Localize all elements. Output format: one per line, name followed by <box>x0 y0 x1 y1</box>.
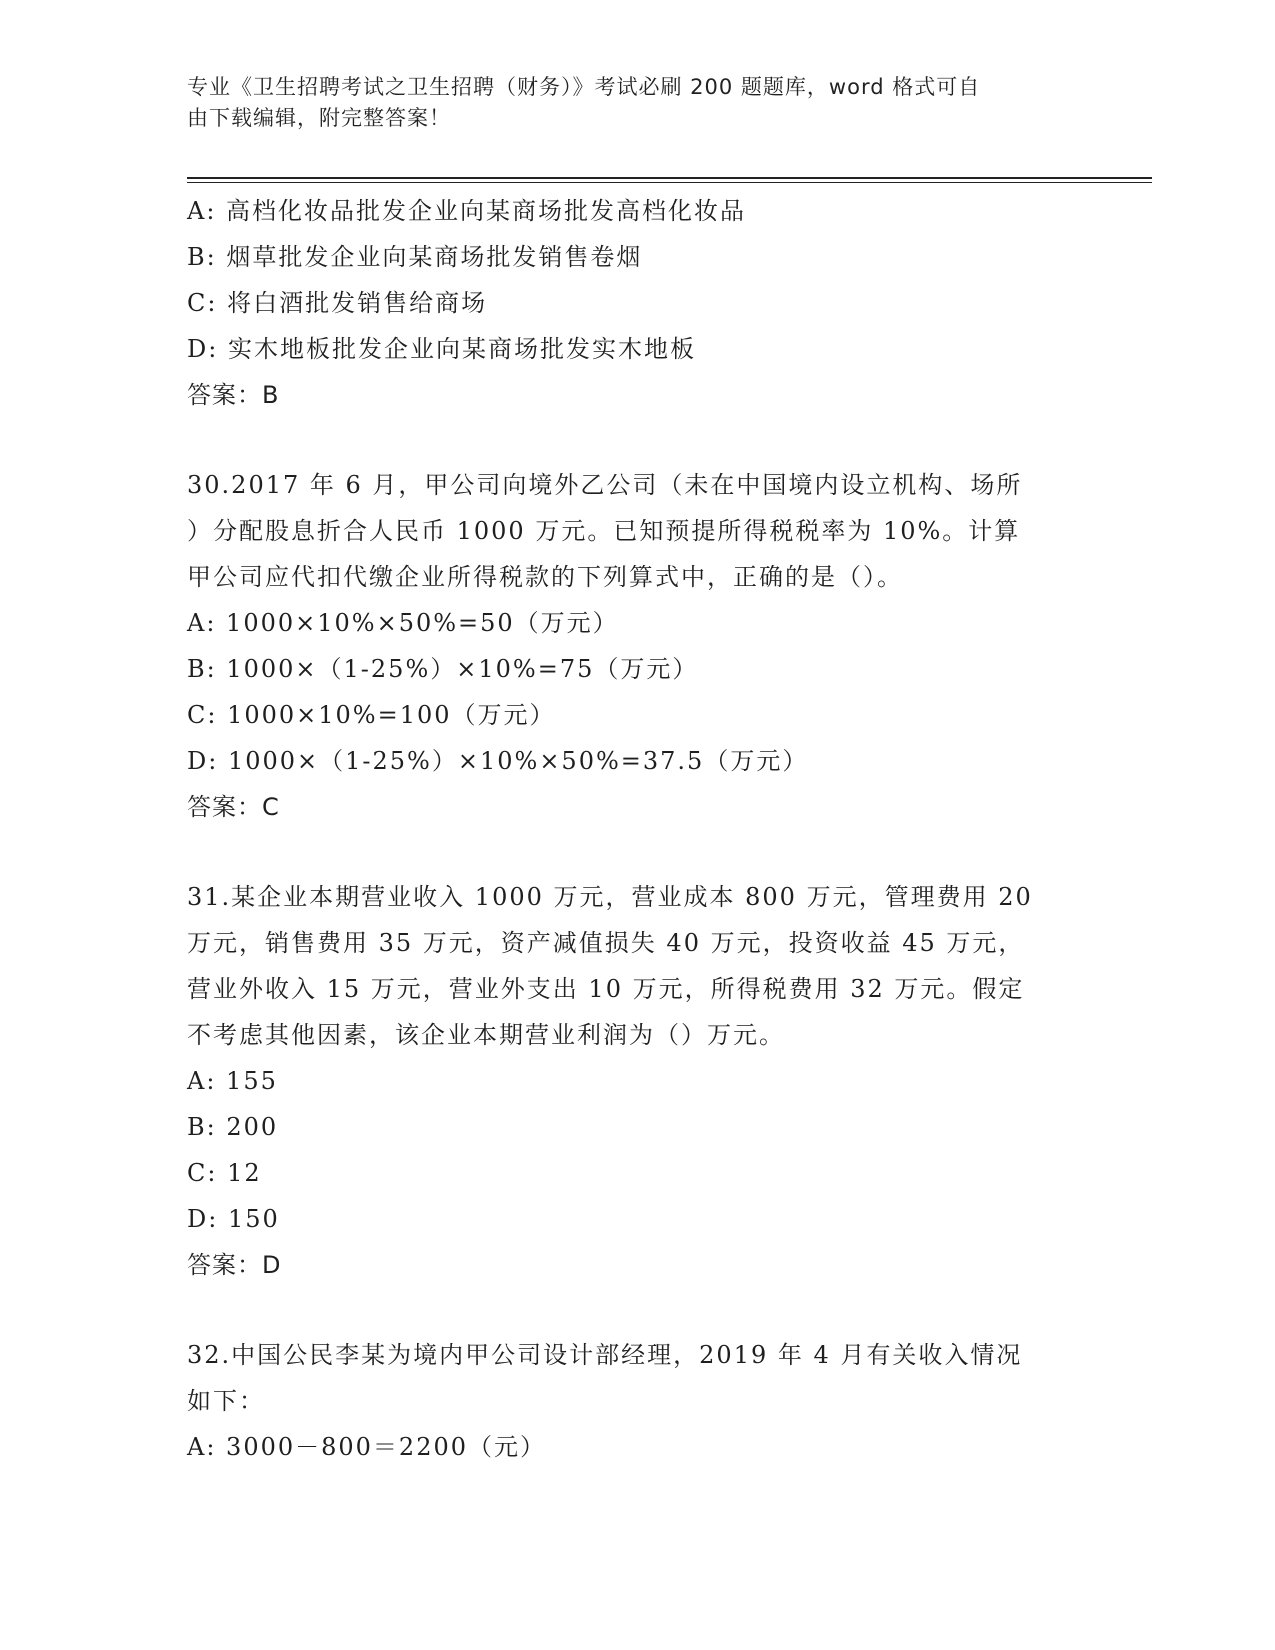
question-text-line: 31.某企业本期营业收入 1000 万元，营业成本 800 万元，管理费用 20 <box>187 883 1033 911</box>
option-c: C: 12 <box>187 1159 262 1187</box>
header-line-1: 专业《卫生招聘考试之卫生招聘（财务）》考试必刷 200 题题库，word 格式可自 <box>187 75 981 99</box>
spacer <box>187 418 1087 462</box>
option-b: B: 200 <box>187 1113 279 1141</box>
question-30 <box>187 462 1087 830</box>
question-list <box>187 188 1087 1470</box>
option-d: D: 实木地板批发企业向某商场批发实木地板 <box>187 335 696 363</box>
answer-line: 答案：D <box>187 1251 282 1279</box>
option-c: C: 1000×10%=100（万元） <box>187 701 556 729</box>
header-line-2: 由下载编辑，附完整答案！ <box>187 106 451 130</box>
question-31 <box>187 874 1087 1288</box>
header-divider-thin <box>187 182 1152 183</box>
spacer <box>187 1288 1087 1332</box>
option-c: C: 将白酒批发销售给商场 <box>187 289 488 317</box>
question-text-line: 32.中国公民李某为境内甲公司设计部经理，2019 年 4 月有关收入情况 <box>187 1341 1023 1369</box>
document-header <box>187 72 1067 134</box>
option-d: D: 1000×（1-25%）×10%×50%=37.5（万元） <box>187 747 809 775</box>
question-text-line: 30.2017 年 6 月，甲公司向境外乙公司（未在中国境内设立机构、场所 <box>187 471 1023 499</box>
question-text-line: 如下： <box>187 1387 265 1415</box>
question-32 <box>187 1332 1087 1470</box>
option-a: A: 155 <box>187 1067 278 1095</box>
question-text-line: 营业外收入 15 万元，营业外支出 10 万元，所得税费用 32 万元。假定 <box>187 975 1025 1003</box>
option-d: D: 150 <box>187 1205 280 1233</box>
option-a: A: 高档化妆品批发企业向某商场批发高档化妆品 <box>187 197 747 225</box>
option-b: B: 1000×（1-25%）×10%=75（万元） <box>187 655 699 683</box>
question-text-line: 不考虑其他因素，该企业本期营业利润为（）万元。 <box>187 1021 785 1049</box>
answer-line: 答案：B <box>187 381 280 409</box>
option-a: A: 1000×10%×50%=50（万元） <box>187 609 619 637</box>
question-text-line: 甲公司应代扣代缴企业所得税款的下列算式中，正确的是（）。 <box>187 563 903 591</box>
question-previous <box>187 188 1087 418</box>
option-b: B: 烟草批发企业向某商场批发销售卷烟 <box>187 243 643 271</box>
spacer <box>187 830 1087 874</box>
header-divider-thick <box>187 177 1152 179</box>
question-text-line: 万元，销售费用 35 万元，资产减值损失 40 万元，投资收益 45 万元， <box>187 929 1025 957</box>
answer-line: 答案：C <box>187 793 280 821</box>
option-a: A: 3000－800＝2200（元） <box>187 1433 547 1461</box>
question-text-line: ）分配股息折合人民币 1000 万元。已知预提所得税税率为 10%。计算 <box>187 517 1021 545</box>
